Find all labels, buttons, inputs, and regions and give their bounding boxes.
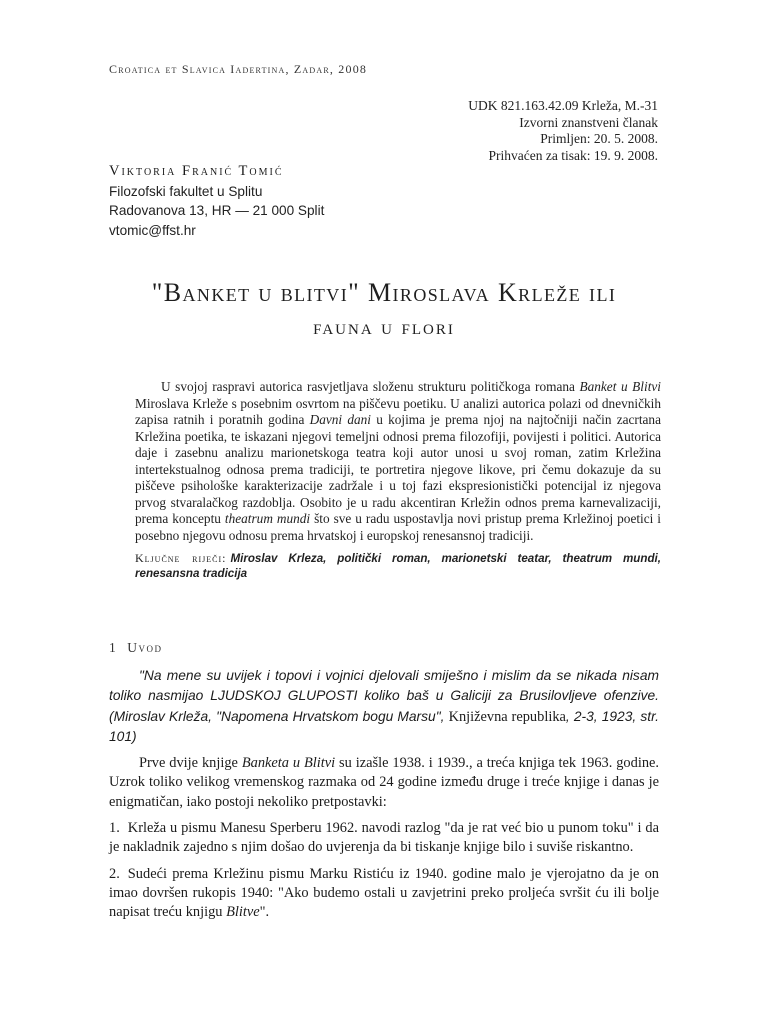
- abstract-italic-term: theatrum mundi: [224, 511, 311, 526]
- section-heading: [109, 640, 163, 656]
- section-number: 1: [109, 640, 118, 655]
- received-date: Primljen: 20. 5. 2008.: [540, 131, 658, 146]
- abstract-text: [135, 379, 661, 544]
- italic-title: Blitve: [226, 904, 260, 921]
- abstract-seg: u kojima je prema njoj na najtočniji način zacrtana Krležina poetika, te iskazani njegovi temeljni odnosi prema filozofiji, povijesti i politici. Autorica daje i zasebnu analizu marionetskoga teatra koji autor unosi u svoj roman, zatim Krležina intertekstualnog odnosa prema tradiciji, te portretira njegove likove, pri čemu dokazuje da su piščeve psihološke karakterizacije zadržale i u toj fazi ekspresionistički potencijal iz njegova prvog stvaralačkog razdoblja. Osobito je u radu akcentiran Krležin odnos prema karnevalizaciji, prema konceptu: [135, 412, 661, 526]
- paragraph-seg: su izašle 1938. i 1939., a treća knjiga tek 1963. godine. Uzrok toliko velikog vremenskog razmaka od 24 godine između druge i treće knjige i danas je enigmatičan, iako postoji nekoliko pretpostavki:: [109, 755, 660, 810]
- list-text: ".: [259, 904, 270, 921]
- title-line-1: "Banket u blitvi" Miroslava Krleže ili: [151, 278, 617, 307]
- paragraph-seg: Prve dvije knjige: [139, 755, 242, 772]
- keywords-list: Miroslav Krleza, politički roman, marionetski teatar, theatrum mundi, renesansna tradicija: [135, 552, 661, 580]
- list-text: Krleža u pismu Manesu Sperberu 1962. navodi razlog "da je rat već bio u punom toku" i da je nakladnik zajedno s njim došao do uvjerenja da bi tiskanje knjige bilo i suviše riskantno.: [109, 820, 659, 856]
- article-title: [108, 278, 660, 342]
- quote-source-journal: Književna republika: [448, 708, 566, 725]
- italic-title: Banketa u Blitvi: [241, 755, 336, 772]
- quote-source: (Miroslav Krleža, "Napomena Hrvatskom bogu Marsu",: [109, 708, 449, 724]
- section-title: Uvod: [127, 640, 163, 655]
- author-email: vtomic@ffst.hr: [109, 222, 196, 238]
- author-affiliation: Filozofski fakultet u Splitu: [109, 183, 263, 199]
- list-item: [109, 865, 659, 923]
- abstract-seg: Miroslava Krleže s posebnim osvrtom na piščevu poetiku. U analizi autorica polazi od dnevničkih zapisa ratnih i poratnih godina: [135, 395, 661, 427]
- abstract-seg: U svojoj raspravi autorica rasvjetljava složenu strukturu političkoga romana: [161, 379, 580, 394]
- journal-header: Croatica et Slavica Iadertina, Zadar, 2008: [109, 62, 368, 76]
- paragraph: [109, 754, 659, 812]
- keywords-label: Ključne riječi:: [135, 551, 227, 565]
- author-block: [109, 162, 324, 240]
- abstract-italic-title: Davni dani: [309, 412, 371, 427]
- epigraph-quote: [109, 666, 659, 747]
- abstract-italic-title: Banket u Blitvi: [579, 379, 661, 394]
- title-line-2: fauna u flori: [313, 314, 455, 339]
- article-type: Izvorni znanstveni članak: [519, 114, 658, 130]
- list-text: Sudeći prema Krležinu pismu Marku Ristiću iz 1940. godine malo je vjerojatno da je on imao dovršen rukopis 1940: "Ako budemo ostali u zavjetrini preko proljeća svršit ću ili bolje napisat treću knjigu: [109, 865, 659, 921]
- publication-metadata: [468, 98, 658, 164]
- body-text: [109, 666, 659, 930]
- abstract: [135, 379, 661, 581]
- abstract-seg: što sve u radu uspostavlja novi pristup prema Krležinoj poetici i posebno njegovu odnosu prema hrvatskoj i europskoj renesansnoj tradiciji.: [135, 511, 661, 543]
- keywords: [135, 551, 661, 581]
- quote-text: "Na mene su uvijek i topovi i vojnici djelovali smiješno i mislim da se nikada nisam toliko nasmijao LJUDSKOJ GLUPOSTI koliko baš u Galiciji za Brusilovljeve ofenzive.: [109, 668, 659, 704]
- list-number: 1.: [109, 820, 120, 837]
- author-name: Viktoria Franić Tomić: [109, 163, 284, 179]
- list-number: 2.: [109, 865, 120, 882]
- accepted-date: Prihvaćen za tisak: 19. 9. 2008.: [488, 147, 658, 163]
- quote-source-page: , 2-3, 1923, str. 101): [109, 708, 659, 744]
- list-item: [109, 819, 659, 858]
- udk-code: UDK 821.163.42.09 Krleža, M.-31: [468, 98, 658, 113]
- author-address: Radovanova 13, HR — 21 000 Split: [109, 203, 325, 218]
